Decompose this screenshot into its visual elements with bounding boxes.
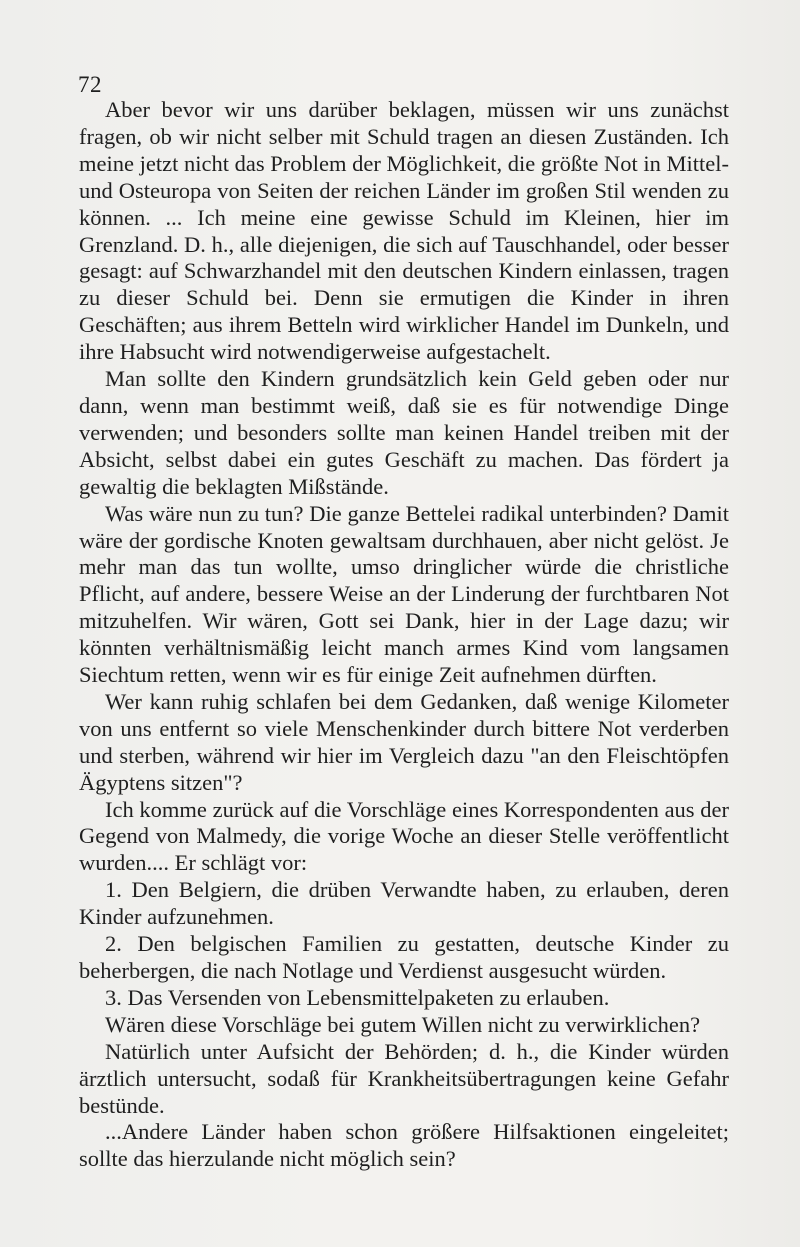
list-item: 1. Den Belgiern, die drüben Verwandte haben, zu erlauben, deren Kinder aufzunehmen. bbox=[79, 877, 729, 930]
body-text bbox=[79, 97, 729, 1173]
paragraph: Ich komme zurück auf die Vorschläge eines Korrespondenten aus der Gegend von Malmedy, die vorige Woche an dieser Stelle veröffentlicht wurden.... Er schlägt vor: bbox=[79, 796, 729, 876]
paragraph: Natürlich unter Aufsicht der Behörden; d. h., die Kinder würden ärztlich untersucht, sodaß für Krankheitsübertragungen keine Gefahr bestünde. bbox=[79, 1038, 729, 1118]
paragraph: Wer kann ruhig schlafen bei dem Gedanken, daß wenige Kilometer von uns entfernt so viele Menschenkinder durch bittere Not verderben und sterben, während wir hier im Vergleich dazu "an den Fleischtöpfen Ägyptens sitzen"? bbox=[79, 688, 729, 795]
paragraph: Man sollte den Kindern grundsätzlich kein Geld geben oder nur dann, wenn man bestimmt weiß, daß sie es für notwendige Dinge verwenden; und besonders sollte man keinen Handel treiben mit der Absicht, selbst dabei ein gutes Geschäft zu machen. Das fördert ja gewaltig die beklagten Mißstände. bbox=[79, 366, 729, 499]
paragraph: Aber bevor wir uns darüber beklagen, müssen wir uns zunächst fragen, ob wir nicht selber mit Schuld tragen an diesen Zuständen. Ich meine jetzt nicht das Problem der Möglichkeit, die größte Not in Mittel- und Osteuropa von Seiten der reichen Länder im großen Stil wenden zu können. ... Ich meine eine gewisse Schuld im Kleinen, hier im Grenzland. D. h., alle diejenigen, die sich auf Tauschhandel, oder besser gesagt: auf Schwarzhandel mit den deutschen Kindern einlassen, tragen zu dieser Schuld bei. Denn sie ermutigen die Kinder in ihren Geschäften; aus ihrem Betteln wird wirklicher Handel im Dunkeln, und ihre Habsucht wird notwendigerweise aufgestachelt. bbox=[79, 97, 729, 365]
paragraph: Was wäre nun zu tun? Die ganze Bettelei radikal unterbinden? Damit wäre der gordische Knoten gewaltsam durchhauen, aber nicht gelöst. Je mehr man das tun wollte, umso dringlicher würde die christliche Pflicht, auf andere, bessere Weise an der Linderung der furchtbaren Not mitzuhelfen. Wir wären, Gott sei Dank, hier in der Lage dazu; wir könnten verhältnismäßig leicht manch armes Kind vom langsamen Siechtum retten, wenn wir es für einige Zeit aufnehmen dürften. bbox=[79, 500, 729, 688]
paragraph: ...Andere Länder haben schon größere Hilfsaktionen eingeleitet; sollte das hierzulande nicht möglich sein? bbox=[79, 1119, 729, 1172]
list-item: 2. Den belgischen Familien zu gestatten, deutsche Kinder zu beherbergen, die nach Notlage und Verdienst ausgesucht würden. bbox=[79, 931, 729, 983]
list-item: 3. Das Versenden von Lebensmittelpaketen zu erlauben. bbox=[105, 984, 610, 1010]
paragraph: Wären diese Vorschläge bei gutem Willen nicht zu verwirklichen? bbox=[105, 1011, 701, 1037]
page-number: 72 bbox=[78, 72, 102, 97]
